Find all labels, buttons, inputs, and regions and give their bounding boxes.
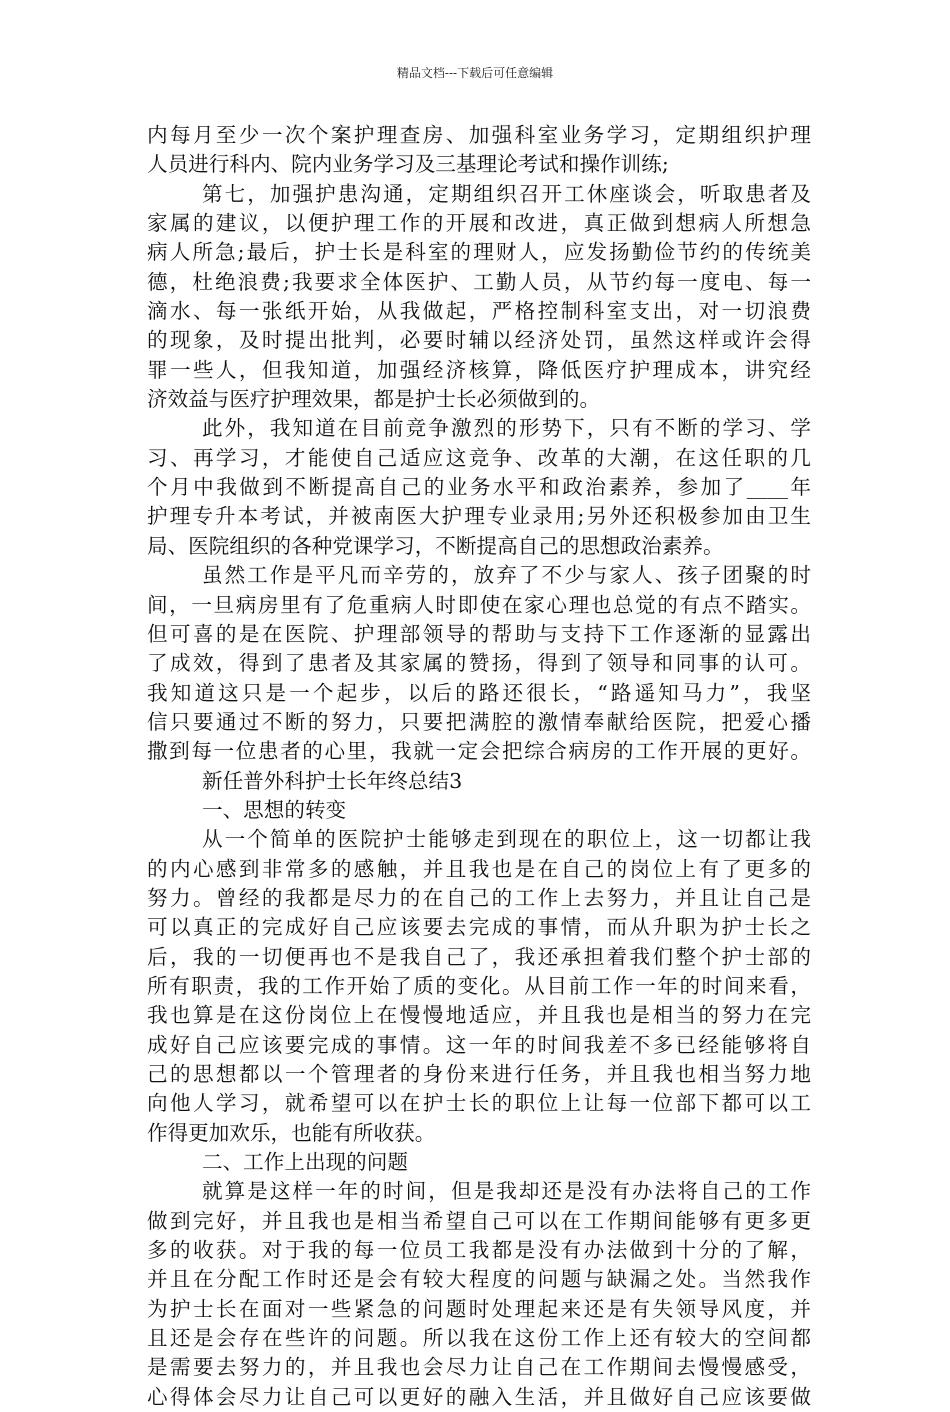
text-line: 一、思想的转变	[202, 797, 347, 822]
text-line: 己的思想都以一个管理者的身份来进行任务，并且我也相当努力地	[147, 1062, 811, 1086]
text-line: 第七，加强护患沟通，定期组织召开工休座谈会，听取患者及	[202, 181, 811, 206]
text-line: 可以真正的完成好自己应该要去完成的事情，而从升职为护士长之	[147, 915, 811, 940]
text-line: 人员进行科内、院内业务学习及三基理论考试和操作训练;	[147, 152, 669, 177]
text-line: 个月中我做到不断提高自己的业务水平和政治素养，参加了____年	[147, 475, 811, 500]
text-line: 病人所急;最后，护士长是科室的理财人，应发扬勤俭节约的传统美	[147, 240, 811, 265]
text-line: 罪一些人，但我知道，加强经济核算，降低医疗护理成本，讲究经	[147, 357, 811, 382]
text-line: 护理专升本考试，并被南医大护理专业录用;另外还积极参加由卫生	[147, 504, 811, 529]
text-line: 此外，我知道在目前竞争激烈的形势下，只有不断的学习、学	[202, 416, 811, 441]
text-line: 但可喜的是在医院、护理部领导的帮助与支持下工作逐渐的显露出	[147, 621, 811, 646]
text-line: 做到完好，并且我也是相当希望自己可以在工作期间能够有更多更	[147, 1208, 811, 1233]
text-line: 并且在分配工作时还是会有较大程度的问题与缺漏之处。当然我作	[147, 1267, 811, 1292]
text-line: 了成效，得到了患者及其家属的赞扬，得到了领导和同事的认可。	[147, 651, 811, 676]
text-line: 家属的建议，以便护理工作的开展和改进，真正做到想病人所想急	[147, 211, 811, 236]
page-header: 精品文档---下载后可任意编辑	[396, 66, 554, 80]
text-line: 心得体会尽力让自己可以更好的融入生活，并且做好自己应该要做	[147, 1384, 811, 1409]
text-line: 我知道这只是一个起步，以后的路还很长，“路遥知马力”，我坚	[147, 680, 811, 705]
text-line: 滴水、每一张纸开始，从我做起，严格控制科室支出，对一切浪费	[147, 299, 811, 324]
text-line: 撒到每一位患者的心里，我就一定会把综合病房的工作开展的更好。	[147, 739, 811, 764]
text-line: 是需要去努力的，并且我也会尽力让自己在工作期间去慢慢感受，	[147, 1355, 811, 1380]
text-line: 努力。曾经的我都是尽力的在自己的工作上去努力，并且让自己是	[147, 885, 811, 910]
text-line: 信只要通过不断的努力，只要把满腔的激情奉献给医院，把爱心播	[147, 709, 811, 734]
text-line: 的现象，及时提出批判，必要时辅以经济处罚，虽然这样或许会得	[147, 328, 811, 353]
document-body	[147, 121, 811, 1412]
text-line: 间，一旦病房里有了危重病人时即使在家心理也总觉的有点不踏实。	[147, 592, 811, 617]
text-line: 我也算是在这份岗位上在慢慢地适应，并且我也是相当的努力在完	[147, 1003, 811, 1028]
text-line: 所有职责，我的工作开始了质的变化。从目前工作一年的时间来看，	[147, 973, 811, 998]
text-line: 德，杜绝浪费;我要求全体医护、工勤人员，从节约每一度电、每一	[147, 269, 811, 294]
text-line: 济效益与医疗护理效果，都是护士长必须做到的。	[147, 387, 601, 412]
text-line: 虽然工作是平凡而辛劳的，放弃了不少与家人、孩子团聚的时	[202, 563, 811, 588]
text-line: 为护士长在面对一些紧急的问题时处理起来还是有失领导风度，并	[147, 1296, 811, 1321]
text-line: 就算是这样一年的时间，但是我却还是没有办法将自己的工作	[202, 1179, 811, 1204]
text-line: 向他人学习，就希望可以在护士长的职位上让每一位部下都可以工	[147, 1091, 811, 1116]
text-line: 的内心感到非常多的感触，并且我也是在自己的岗位上有了更多的	[147, 856, 811, 881]
text-line: 习、再学习，才能使自己适应这竞争、改革的大潮，在这任职的几	[147, 445, 811, 470]
text-line: 从一个简单的医院护士能够走到现在的职位上，这一切都让我	[202, 827, 811, 852]
text-line: 二、工作上出现的问题	[202, 1150, 408, 1175]
text-line: 新任普外科护士长年终总结3	[202, 768, 463, 793]
text-line: 内每月至少一次个案护理查房、加强科室业务学习，定期组织护理	[147, 123, 811, 147]
text-line: 且还是会存在些许的问题。所以我在这份工作上还有较大的空间都	[147, 1326, 811, 1351]
text-line: 成好自己应该要完成的事情。这一年的时间我差不多已经能够将自	[147, 1032, 811, 1057]
text-line: 作得更加欢乐，也能有所收获。	[147, 1120, 436, 1145]
text-line: 局、医院组织的各种党课学习，不断提高自己的思想政治素养。	[147, 533, 724, 558]
text-line: 多的收获。对于我的每一位员工我都是没有办法做到十分的了解，	[147, 1238, 811, 1263]
text-line: 后，我的一切便再也不是我自己了，我还承担着我们整个护士部的	[147, 944, 811, 969]
